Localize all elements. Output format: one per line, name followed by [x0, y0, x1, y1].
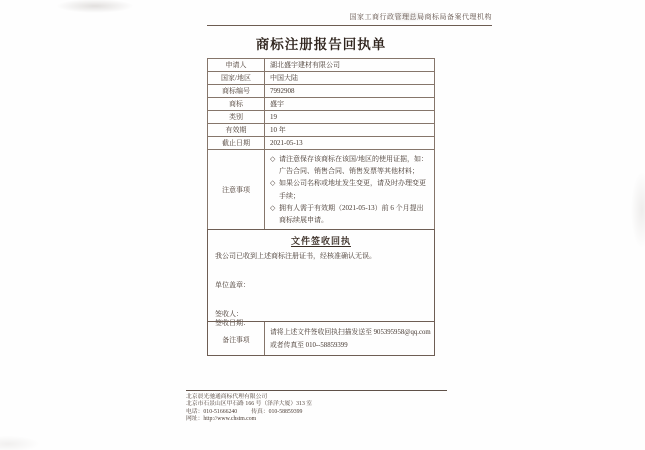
table-row [208, 137, 435, 150]
row-label: 截止日期 [208, 137, 265, 150]
footer-phone: 电话：010-51666240 [186, 408, 238, 415]
remarks-content [265, 322, 434, 355]
receipt-section-title: 文件签收回执 [290, 236, 351, 246]
notes-label: 注意事项 [208, 150, 265, 230]
row-value: 19 [265, 111, 435, 124]
trademark-info-table [207, 58, 435, 230]
sign-date-label: 签收日期： [215, 318, 250, 327]
row-label: 商标 [208, 98, 265, 111]
row-label: 商标编号 [208, 85, 265, 98]
notes-content [265, 150, 435, 230]
footer-phone-fax [186, 409, 447, 416]
table-row [208, 111, 435, 124]
row-value: 7992908 [265, 85, 435, 98]
table-row [208, 85, 435, 98]
note-item [270, 177, 430, 201]
note-text: 请注意保存该商标在该国/地区的使用证据，如：广告合同、销售合同、销售发票等其他材料； [279, 155, 428, 176]
note-text: 拥有人需于有效期（2021-05-13）前 6 个月提出商标续展申请。 [279, 203, 424, 225]
letterhead-text: 国家工商行政管理总局商标局备案代理机构 [349, 13, 492, 21]
signer-label: 签收人： [215, 310, 243, 318]
row-value: 2021-05-13 [265, 137, 435, 150]
note-text: 如果公司名称或地址发生变更，请及时办理变更手续； [279, 179, 426, 200]
row-label: 申请人 [208, 59, 265, 72]
notes-row [208, 150, 435, 230]
footer-fax: 传真：010-58859399 [251, 408, 303, 415]
row-value: 10 年 [265, 124, 435, 137]
row-label: 有效期 [208, 124, 265, 137]
row-label: 国家/地区 [208, 72, 265, 85]
table-row [208, 72, 435, 85]
footer-address: 北京市石景山区甲石路 166 号（泽洋大厦）313 室 [186, 401, 313, 408]
row-value: 盛宇 [265, 98, 435, 111]
stamp-label: 单位盖章： [215, 281, 250, 289]
receipt-section [207, 229, 435, 327]
note-item [270, 153, 430, 177]
footer-website: 网址：http://www.chstm.com [186, 415, 257, 422]
row-label: 类别 [208, 111, 265, 124]
page-title: 商标注册报告回执单 [255, 37, 387, 52]
note-item [270, 202, 430, 226]
row-value: 中国大陆 [265, 72, 435, 85]
row-value: 湖北盛宇建材有限公司 [265, 59, 435, 72]
remarks-line-fax: 或者传真至 010--58859399 [270, 342, 348, 349]
diamond-bullet-icon: ◇ [270, 179, 276, 188]
footer-company: 北京晨光驰通商标代理有限公司 [186, 394, 268, 400]
table-row [208, 124, 435, 137]
table-row [208, 59, 435, 72]
receipt-statement: 我公司已收到上述商标注册证书，经核准确认无误。 [215, 252, 376, 260]
diamond-bullet-icon: ◇ [270, 155, 276, 163]
diamond-bullet-icon: ◇ [270, 203, 276, 212]
remarks-label: 备注事项 [208, 322, 265, 355]
agency-footer [186, 390, 447, 423]
remarks-row [207, 318, 435, 356]
remarks-line-email: 请将上述文件签收回执扫描发送至 905395958@qq.com [270, 329, 431, 336]
table-row [208, 98, 435, 111]
letterhead-rule [207, 12, 492, 26]
